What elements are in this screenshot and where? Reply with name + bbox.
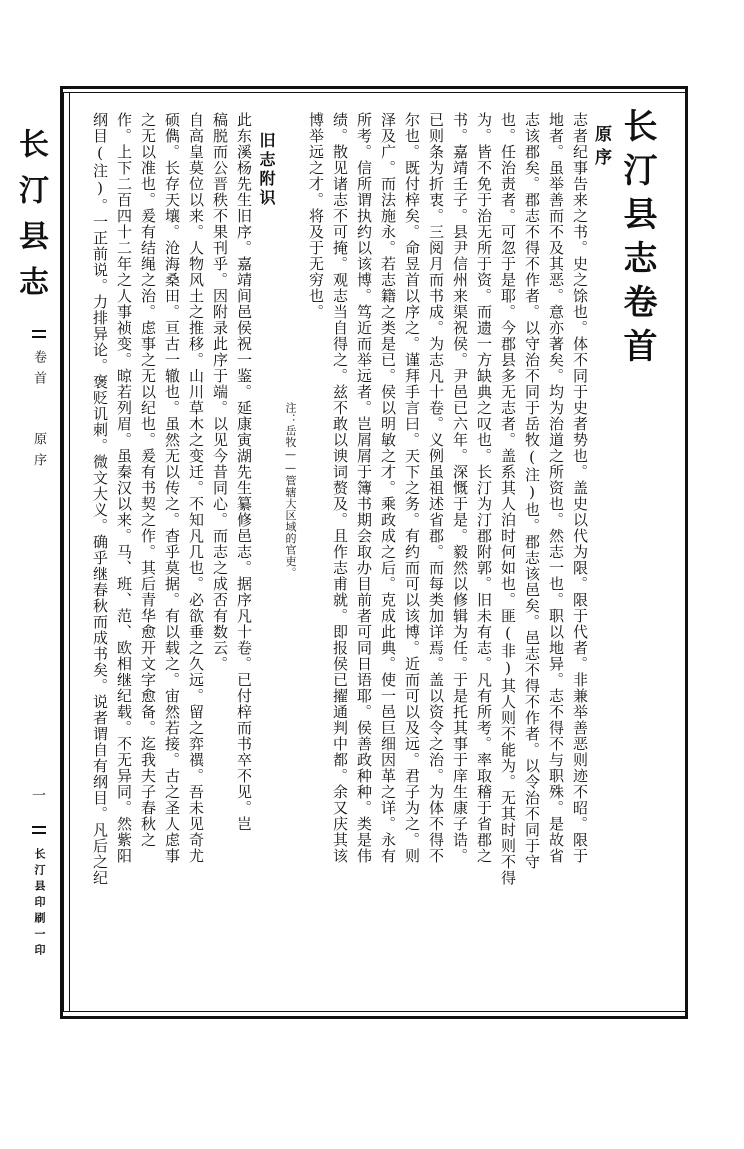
margin-volume: 卷首 [31,350,46,392]
top-border-inner [60,92,688,93]
margin-mark-top [32,330,46,332]
margin-mark-top-2 [32,336,46,338]
text-column: 志该郡矣。郡志不得不作者。以守治不同于岳牧(注)也。郡志该邑矣。邑志不得不作者。以令治不同于守 [523,112,541,870]
right-border [685,86,688,1019]
subsection-title: 旧志附识 [257,132,276,208]
top-border [60,86,688,89]
bottom-border [60,1016,688,1019]
text-column: 绩。散见诸志不可掩。观志当自得之。兹不敢以谀词赘及。且作志甫就。即报侯已擢通判中都。余又庆其该 [331,112,349,864]
text-column: 已则条为折衷。三阅月而书成。为志凡十卷。义例虽祖述省郡。而每类加详焉。盖以资令之治。为体不得不 [427,112,445,864]
margin-divider [69,92,70,1012]
bottom-border-inner [60,1011,688,1012]
text-column: 博举远之才。将及于无穷也。 [307,112,325,320]
text-column: 地者。虽举善而不及其恶。意亦著矣。均为治道之所资也。然志一也。职以地异。志不得不与职殊。是故省 [547,112,565,864]
book-title: 长汀县志卷首 [617,108,657,372]
afterword-column: 自高皇莫位以来。人物风土之推移。山川草木之变迁。不知凡几也。必欲垂之久远。留之弈禩。吾未见奇尤 [187,112,205,864]
text-column: 书。嘉靖壬子。县尹信州来渠祝侯。尹邑已六年。深慨于是。毅然以修辑为任。于是托其事于庠生康子诰。 [451,112,469,864]
afterword-column: 之无以准也。爰有结绳之治。虑事之无以纪也。爰有书契之作。其后青华愈开文字愈备。迄我夫子春秋之 [139,112,157,848]
margin-book-name: 长汀县志 [13,128,48,312]
text-column: 志者纪事告来之书。史之馀也。体不同于史者势也。盖史以代为限。限于代者。非兼举善恶则迹不昭。限于 [571,112,589,864]
text-column: 所考。信所谓执约以该博。笃近而举远者。岂屑屑于簿书期会取办目前者可同日语耶。侯善政种种。类是伟 [355,112,373,864]
margin-mark-bottom-2 [32,832,46,834]
margin-page-number: 一 [30,788,46,802]
section-title: 原序 [591,125,611,171]
afterword-column: 硕儁。长存天壤。沧海桑田。亘古一辙也。虽然无以传之。杳乎莫据。有以载之。宙然若接。古之圣人虑事 [163,112,181,864]
afterword-column: 纲目(注)。一正前说。力排异论。褒贬讥刺。微文大义。确乎继春秋而成书矣。说者谓自有纲目。凡后之纪 [91,112,109,886]
footnote: 注：岳牧——管辖大区域的官吏。 [284,402,297,579]
text-column: 泽及广。而法施永。若志籍之类是已。侯以明敏之才。乘政成之后。克成此典。使一邑巨细因革之详。永有 [379,112,397,864]
margin-section: 原序 [31,432,46,474]
margin-mark-bottom [32,826,46,828]
text-column: 也。任治责者。可忽于是耶。今郡县多无志者。盖系其人泊时何如也。匪(非)其人则不能为。无其时则不得 [499,112,517,886]
afterword-column: 作。上下二百四十二年之人事祯变。晾若列眉。虽秦汉以来。马、班、范、欧相继纪载。不无异同。然紫阳 [115,112,133,864]
margin-divider-right [63,92,64,1012]
margin-printer-mark: 长汀县印刷一印 [33,848,46,960]
afterword-column: 此东溪杨先生旧序。嘉靖间邑侯祝一鉴。延康寅湖先生纂修邑志。据序凡十卷。已付梓而书卒不见。岂 [235,112,253,832]
afterword-column: 稿脱而公晋秩不果刊乎。因附录此序于端。以见今昔同心。而志之成否有数云。 [211,112,229,672]
text-column: 尔也。既付梓矣。命昱首以序之。谨拜手言曰。天下之务。有约而可以该博。近而可以及远。君子为之。则 [403,112,421,864]
text-column: 为。皆不免于治无所于资。而遗一方缺典之叹也。长汀为汀郡附郭。旧未有志。凡有所考。率取稽于省郡之 [475,112,493,864]
